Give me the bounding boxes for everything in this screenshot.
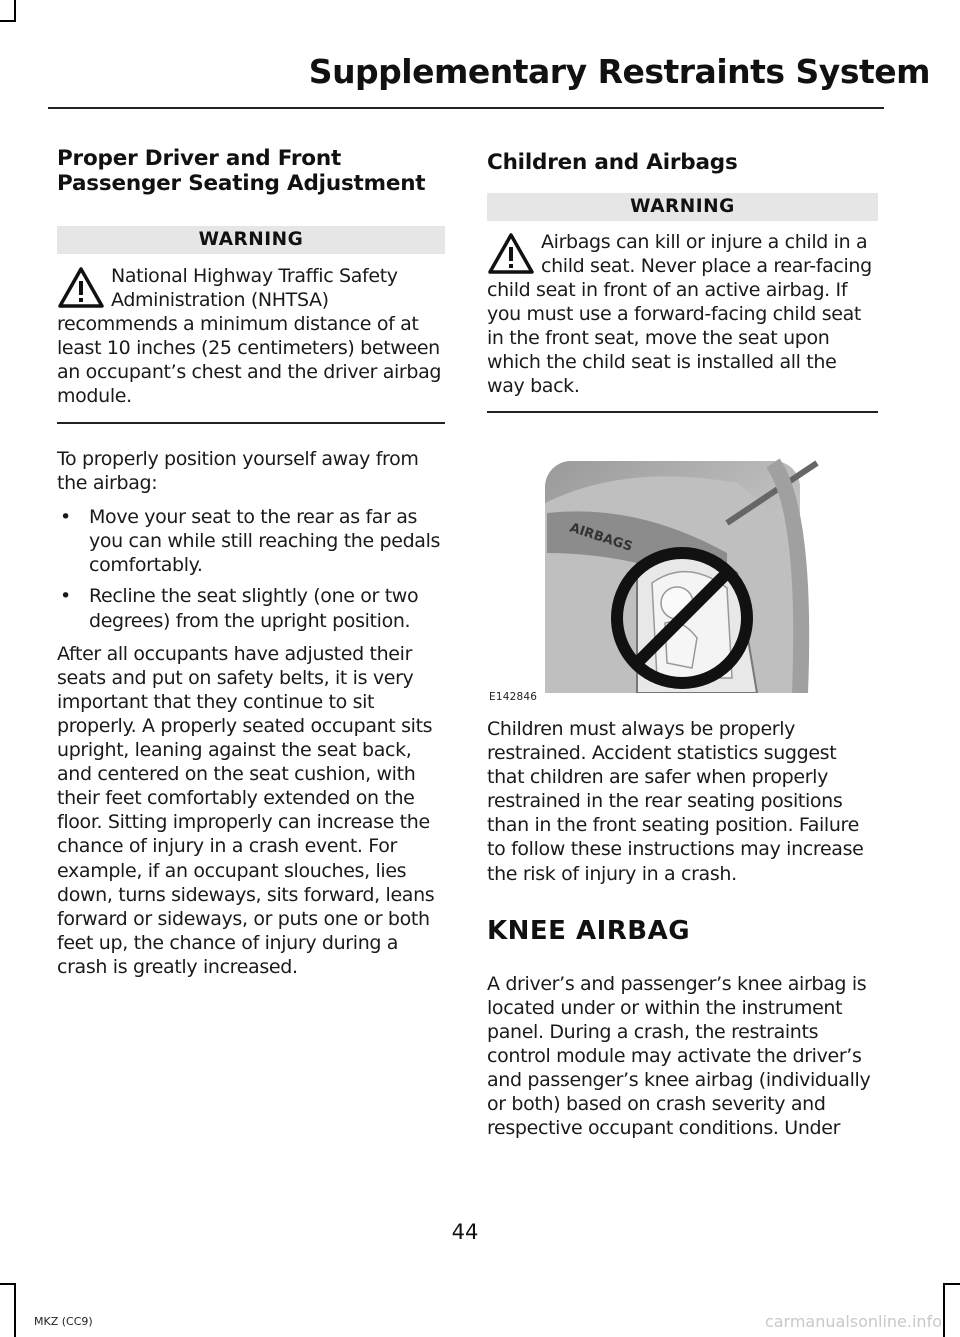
crop-mark — [14, 0, 16, 22]
footer-model: MKZ (CC9) — [34, 1315, 93, 1328]
bullet-icon: • — [60, 506, 71, 529]
crop-mark — [943, 1283, 945, 1337]
list-item — [57, 505, 445, 577]
warning-text: National Highway Traffic Safety Administration (NHTSA) recommends a minimum distance of at least 10 inches (25 centimeters) between an occupant’s chest and the driver airbag module. — [57, 265, 442, 407]
list-item-text: Recline the seat slightly (one or two degrees) from the upright position. — [89, 585, 419, 632]
watermark: carmanualsonline.info — [764, 1312, 942, 1331]
intro-text: To properly position yourself away from the airbag: — [57, 448, 419, 495]
warning-bar: WARNING — [57, 226, 445, 254]
body-paragraph: After all occupants have adjusted their seats and put on safety belts, it is very important that they continue to sit properly. A properly seated occupant sits upright, leaning against the seat back, and centered on the seat cushion, with their feet comfortably extended on the floor. Sitting improperly can increase the chance of injury in a crash event. For example, if an occupant slouches, lies down, turns sideways, sits forward, leans forward or sideways, or puts one or both feet up, the chance of injury during a crash is greatly increased. — [57, 642, 435, 978]
list-item — [57, 584, 445, 632]
child-seat-illustration — [487, 443, 878, 703]
no-rear-facing-child-seat-figure — [487, 443, 878, 693]
warning-text: Airbags can kill or injure a child in a child seat. Never place a rear-facing child seat in front of an active airbag. If you must use a forward-facing child seat in the front seat, move the seat upon which the child seat is installed all the way back. — [487, 231, 872, 397]
warning-bar: WARNING — [487, 193, 878, 221]
warning-block — [487, 230, 878, 398]
warning-triangle-icon — [487, 232, 535, 276]
instruction-list — [57, 505, 445, 632]
crop-mark — [14, 1283, 16, 1337]
body-paragraph: A driver’s and passenger’s knee airbag is located under or within the instrument panel. During a crash, the restraints control module may activate the driver’s and passenger’s knee airbag (individually or both) based on crash severity and respective occupant conditions. Under — [487, 972, 871, 1140]
header-rule — [48, 107, 884, 109]
bullet-icon: • — [60, 585, 71, 608]
list-item-text: Move your seat to the rear as far as you can while still reaching the pedals comfortably. — [89, 506, 441, 577]
left-column — [57, 146, 445, 979]
crop-mark — [943, 1283, 960, 1285]
warning-block — [57, 264, 445, 408]
body-paragraph: Children must always be properly restrained. Accident statistics suggest that children are safer when properly restrained in the rear seating positions than in the front seating position. Failure to follow these instructions may increase the risk of injury in a crash. — [487, 718, 864, 885]
section-heading-children: Children and Airbags — [487, 150, 738, 175]
page-header-title: Supplementary Restraints System — [308, 52, 930, 91]
figure-code: E142846 — [489, 691, 538, 703]
warning-triangle-icon — [57, 266, 105, 310]
airbags-label: AIRBAGS — [567, 520, 635, 555]
right-column — [487, 146, 878, 1140]
page-number: 44 — [451, 1220, 479, 1244]
section-heading-seating: Proper Driver and Front Passenger Seating Adjustment — [57, 146, 426, 196]
section-heading-knee-airbag: KNEE AIRBAG — [487, 915, 691, 946]
crop-mark — [0, 1283, 16, 1285]
crop-mark — [0, 20, 16, 22]
